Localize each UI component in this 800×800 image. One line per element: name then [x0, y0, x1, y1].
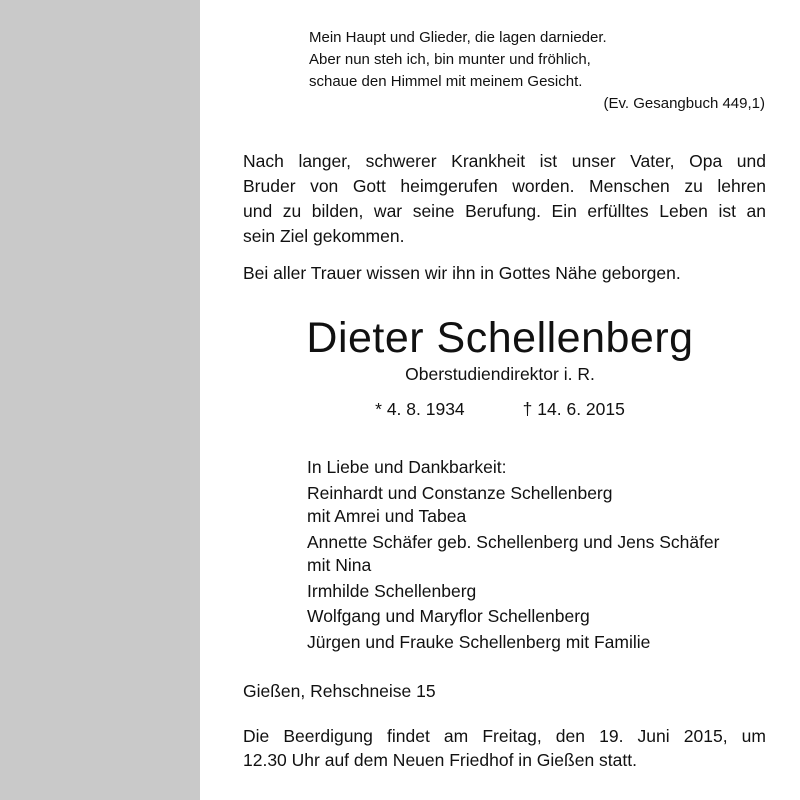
funeral-line-2: 12.30 Uhr auf dem Neuen Friedhof in Gießen statt.: [243, 750, 637, 770]
verse-source: (Ev. Gesangbuch 449,1): [603, 95, 765, 112]
mourner-entry: Irmhilde Schellenberg: [307, 580, 477, 601]
mourner-entry: mit Amrei und Tabea: [307, 506, 467, 526]
announcement-paragraph: [243, 149, 766, 249]
life-dates: [200, 396, 800, 422]
mourners-list: [307, 456, 720, 654]
announcement-line-4: sein Ziel gekommen.: [243, 226, 405, 246]
verse-line-3: schaue den Himmel mit meinem Gesicht.: [309, 73, 583, 90]
deceased-title: Oberstudiendirektor i. R.: [405, 364, 595, 384]
mourners-intro: In Liebe und Dankbarkeit:: [307, 457, 507, 477]
mourner-entry: Annette Schäfer geb. Schellenberg und Jens Schäfer: [307, 531, 720, 552]
death-date: † 14. 6. 2015: [522, 399, 625, 419]
mourner-entry: Reinhardt und Constanze Schellenberg: [307, 482, 613, 503]
verse-line-2: Aber nun steh ich, bin munter und fröhlich,: [309, 51, 591, 68]
announcement-line-1: Nach langer, schwerer Krankheit ist unser Vater, Opa und: [243, 151, 766, 171]
family-address: Gießen, Rehschneise 15: [243, 681, 436, 701]
announcement-line-3: und zu bilden, war seine Berufung. Ein erfülltes Leben ist an: [243, 201, 766, 221]
gray-side-panel: [0, 0, 200, 800]
funeral-line-1: Die Beerdigung findet am Freitag, den 19. Juni 2015, um: [243, 726, 766, 746]
mourner-entry: mit Nina: [307, 555, 372, 575]
obituary-notice: [200, 0, 800, 800]
hymn-verse: [309, 27, 769, 115]
funeral-notice: [243, 724, 766, 772]
verse-line-1: Mein Haupt und Glieder, die lagen darnieder.: [309, 29, 607, 46]
mourner-entry: Jürgen und Frauke Schellenberg mit Familie: [307, 631, 651, 652]
deceased-name: Dieter Schellenberg: [306, 314, 694, 362]
announcement-line-2: Bruder von Gott heimgerufen worden. Menschen zu lehren: [243, 176, 766, 196]
faith-statement: Bei aller Trauer wissen wir ihn in Gottes Nähe geborgen.: [243, 263, 681, 283]
birth-date: * 4. 8. 1934: [375, 399, 465, 419]
mourner-entry: Wolfgang und Maryflor Schellenberg: [307, 606, 590, 626]
